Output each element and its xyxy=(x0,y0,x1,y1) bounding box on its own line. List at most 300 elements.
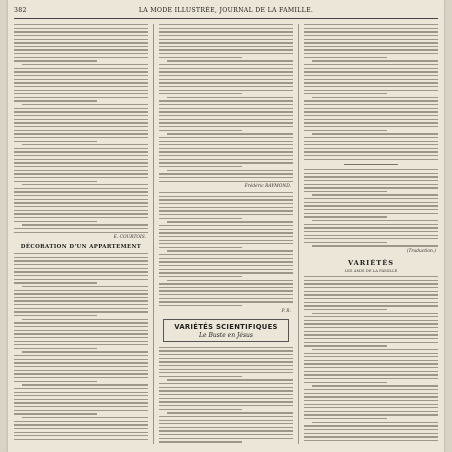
text-line xyxy=(159,100,293,101)
text-line xyxy=(14,253,148,254)
text-line xyxy=(14,341,148,342)
text-line xyxy=(304,342,438,343)
text-line xyxy=(304,227,438,228)
text-line xyxy=(304,111,438,112)
newspaper-page xyxy=(8,0,444,452)
text-line xyxy=(14,151,148,152)
text-line xyxy=(304,57,387,58)
article-signature: (Traduction.) xyxy=(406,249,436,255)
text-line xyxy=(159,31,293,32)
text-line xyxy=(159,240,293,241)
text-line xyxy=(304,302,438,303)
text-line xyxy=(159,243,293,244)
text-line xyxy=(159,199,293,200)
text-line xyxy=(159,64,293,65)
text-line xyxy=(304,187,438,188)
text-line xyxy=(304,283,438,284)
text-line xyxy=(304,28,438,29)
text-line xyxy=(14,355,148,356)
text-line xyxy=(312,133,438,134)
text-line xyxy=(159,42,293,43)
text-line xyxy=(22,286,148,287)
page-number: 382 xyxy=(14,7,27,14)
text-line xyxy=(159,214,293,215)
text-line xyxy=(167,379,293,380)
text-line xyxy=(14,53,148,54)
text-line xyxy=(14,42,148,43)
text-line xyxy=(304,75,438,76)
text-line xyxy=(159,438,293,439)
text-line xyxy=(304,64,438,65)
text-line xyxy=(159,122,293,123)
text-line xyxy=(304,93,387,94)
text-line xyxy=(304,320,438,321)
text-line xyxy=(304,411,438,412)
article-signature: E. COURTOIS. xyxy=(113,235,146,241)
text-line xyxy=(22,144,148,145)
text-line xyxy=(159,141,293,142)
text-line xyxy=(14,366,148,367)
text-line xyxy=(304,216,387,217)
text-line xyxy=(14,300,148,301)
text-line xyxy=(304,79,438,80)
section-heading: DÉCORATION D'UN APPARTEMENT xyxy=(20,244,142,251)
text-line xyxy=(14,228,148,229)
text-line xyxy=(159,24,293,25)
text-line xyxy=(14,304,148,305)
text-line xyxy=(304,356,438,357)
text-line xyxy=(14,126,148,127)
text-line xyxy=(159,283,293,284)
box-title: VARIÉTÉS SCIENTIFIQUES xyxy=(174,322,278,331)
text-line xyxy=(304,414,438,415)
text-line xyxy=(304,280,438,281)
text-line xyxy=(14,177,148,178)
text-line xyxy=(14,370,148,371)
text-line xyxy=(159,49,293,50)
text-line xyxy=(159,229,293,230)
text-line xyxy=(14,79,148,80)
text-line xyxy=(304,429,438,430)
text-line xyxy=(312,422,438,423)
text-line xyxy=(304,363,438,364)
text-line xyxy=(14,195,148,196)
text-line xyxy=(14,60,97,61)
section-subheading: LES AMIS DE LA FAMILLE xyxy=(344,268,398,274)
text-line xyxy=(159,119,293,120)
text-line xyxy=(14,424,148,425)
text-line xyxy=(14,333,148,334)
text-line xyxy=(304,238,438,239)
text-line xyxy=(159,75,293,76)
text-line xyxy=(14,264,148,265)
text-line xyxy=(159,430,293,431)
text-line xyxy=(22,64,148,65)
text-line xyxy=(304,68,438,69)
text-line xyxy=(14,410,148,411)
text-line xyxy=(159,365,293,366)
text-line xyxy=(312,385,438,386)
text-line xyxy=(14,166,148,167)
text-line xyxy=(167,97,293,98)
text-line xyxy=(14,413,97,414)
text-line xyxy=(304,224,438,225)
column-right xyxy=(304,24,438,444)
text-line xyxy=(159,53,293,54)
text-line xyxy=(159,287,293,288)
text-line xyxy=(159,130,242,131)
text-line xyxy=(14,119,148,120)
text-line xyxy=(304,176,438,177)
text-line xyxy=(304,396,438,397)
text-line xyxy=(14,162,148,163)
text-line xyxy=(159,225,293,226)
text-line xyxy=(14,402,148,403)
text-line xyxy=(304,235,438,236)
column-middle xyxy=(159,24,293,444)
text-line xyxy=(159,276,242,277)
text-line xyxy=(14,191,148,192)
text-line xyxy=(159,210,293,211)
text-line xyxy=(14,130,148,131)
text-line xyxy=(159,35,293,36)
text-line xyxy=(304,49,438,50)
text-line xyxy=(159,218,242,219)
text-line xyxy=(14,188,148,189)
text-line xyxy=(22,184,148,185)
body-text-block xyxy=(14,253,148,440)
text-line xyxy=(159,361,293,362)
text-line xyxy=(22,351,148,352)
text-line xyxy=(159,383,293,384)
body-text-block xyxy=(304,169,438,247)
text-line xyxy=(167,250,293,251)
text-line xyxy=(159,261,293,262)
text-line xyxy=(167,170,293,171)
text-line xyxy=(304,53,438,54)
text-line xyxy=(14,24,148,25)
text-line xyxy=(159,247,242,248)
text-line xyxy=(159,254,293,255)
text-line xyxy=(304,35,438,36)
text-line xyxy=(159,115,293,116)
text-line xyxy=(312,245,438,246)
text-line xyxy=(14,373,148,374)
text-line xyxy=(159,354,293,355)
text-line xyxy=(304,151,438,152)
text-line xyxy=(14,275,148,276)
text-line xyxy=(304,334,438,335)
text-line xyxy=(14,111,148,112)
text-line xyxy=(14,86,148,87)
text-line xyxy=(14,268,148,269)
column-left xyxy=(14,24,148,444)
text-line xyxy=(304,382,387,383)
text-line xyxy=(159,192,293,193)
text-line xyxy=(22,224,148,225)
text-line xyxy=(14,381,97,382)
text-line xyxy=(304,345,387,346)
text-line xyxy=(304,371,438,372)
journal-title: LA MODE ILLUSTRÉE, JOURNAL DE LA FAMILLE. xyxy=(138,7,314,14)
text-line xyxy=(159,93,242,94)
text-line xyxy=(304,90,438,91)
text-line xyxy=(14,435,148,436)
text-line xyxy=(14,206,148,207)
text-line xyxy=(14,57,148,58)
text-line xyxy=(159,90,293,91)
text-line xyxy=(159,104,293,105)
text-line xyxy=(304,42,438,43)
text-line xyxy=(14,362,148,363)
text-line xyxy=(304,137,438,138)
text-line xyxy=(14,297,148,298)
text-line xyxy=(159,305,242,306)
text-line xyxy=(14,173,148,174)
body-text-block xyxy=(159,24,293,182)
text-line xyxy=(159,398,293,399)
text-line xyxy=(159,71,293,72)
text-line xyxy=(304,323,438,324)
text-line xyxy=(304,184,438,185)
text-line xyxy=(14,439,148,440)
text-line xyxy=(304,309,387,310)
text-line xyxy=(159,294,293,295)
text-line xyxy=(304,104,438,105)
column-rule-right xyxy=(298,24,299,444)
text-line xyxy=(14,293,148,294)
text-line xyxy=(304,393,438,394)
text-line xyxy=(304,31,438,32)
text-line xyxy=(14,282,97,283)
text-line xyxy=(167,133,293,134)
text-line xyxy=(14,432,148,433)
text-line xyxy=(159,68,293,69)
text-line xyxy=(304,400,438,401)
text-line xyxy=(312,97,438,98)
text-line xyxy=(159,401,293,402)
text-line xyxy=(159,350,293,351)
text-line xyxy=(159,369,293,370)
text-line xyxy=(304,327,438,328)
text-line xyxy=(14,46,148,47)
text-line xyxy=(159,265,293,266)
box-subtitle: Le Buste en Jésus xyxy=(199,331,253,339)
text-line xyxy=(304,173,438,174)
text-line xyxy=(304,291,438,292)
column-rule-left xyxy=(153,24,154,444)
text-line xyxy=(159,126,293,127)
text-line xyxy=(304,39,438,40)
body-text-block xyxy=(304,276,438,444)
text-line xyxy=(304,159,438,160)
text-line xyxy=(14,315,97,316)
body-text-block xyxy=(14,24,148,233)
text-line xyxy=(14,181,97,182)
text-line xyxy=(159,236,293,237)
text-line xyxy=(159,46,293,47)
text-line xyxy=(14,202,148,203)
text-line xyxy=(304,276,438,277)
text-line xyxy=(159,111,293,112)
text-line xyxy=(14,308,148,309)
text-line xyxy=(14,71,148,72)
text-line xyxy=(14,35,148,36)
body-text-block xyxy=(159,347,293,444)
text-line xyxy=(14,90,148,91)
text-line xyxy=(159,347,293,348)
text-line xyxy=(159,144,293,145)
text-line xyxy=(304,148,438,149)
text-line xyxy=(14,232,148,233)
text-line xyxy=(14,148,148,149)
body-text-block xyxy=(304,24,438,160)
text-line xyxy=(159,290,293,291)
text-line xyxy=(304,389,438,390)
text-line xyxy=(14,428,148,429)
text-line xyxy=(304,407,438,408)
text-line xyxy=(14,326,148,327)
text-line xyxy=(304,141,438,142)
text-line xyxy=(304,374,438,375)
text-line xyxy=(159,108,293,109)
text-line xyxy=(304,122,438,123)
text-line xyxy=(159,387,293,388)
text-line xyxy=(304,119,438,120)
text-line xyxy=(159,376,242,377)
text-line xyxy=(14,82,148,83)
text-line xyxy=(167,60,293,61)
text-line xyxy=(304,418,387,419)
text-line xyxy=(304,316,438,317)
text-line xyxy=(14,279,148,280)
text-line xyxy=(14,271,148,272)
text-line xyxy=(14,399,148,400)
text-line xyxy=(159,272,293,273)
text-line xyxy=(304,331,438,332)
text-line xyxy=(159,166,242,167)
text-line xyxy=(14,133,148,134)
text-line xyxy=(22,417,148,418)
text-line xyxy=(159,269,293,270)
text-line xyxy=(159,181,293,182)
text-line xyxy=(159,394,293,395)
text-line xyxy=(14,155,148,156)
text-line xyxy=(304,298,438,299)
text-line xyxy=(14,388,148,389)
text-line xyxy=(159,298,293,299)
section-divider xyxy=(344,164,398,165)
text-line xyxy=(159,358,293,359)
text-line xyxy=(22,384,148,385)
text-line xyxy=(14,100,97,101)
text-line xyxy=(304,126,438,127)
text-line xyxy=(159,82,293,83)
text-line xyxy=(159,39,293,40)
text-line xyxy=(14,322,148,323)
text-line xyxy=(159,148,293,149)
text-line xyxy=(159,162,293,163)
text-line xyxy=(14,93,148,94)
text-line xyxy=(14,344,148,345)
text-line xyxy=(304,144,438,145)
text-line xyxy=(159,28,293,29)
text-line xyxy=(304,130,387,131)
text-line xyxy=(159,155,293,156)
text-line xyxy=(304,82,438,83)
text-line xyxy=(159,57,242,58)
text-line xyxy=(304,338,438,339)
text-line xyxy=(14,141,97,142)
text-line xyxy=(159,416,293,417)
text-line xyxy=(159,427,293,428)
text-line xyxy=(304,180,438,181)
text-line xyxy=(14,257,148,258)
text-line xyxy=(22,104,148,105)
text-line xyxy=(159,203,293,204)
text-line xyxy=(304,86,438,87)
text-line xyxy=(159,390,293,391)
text-line xyxy=(304,433,438,434)
text-line xyxy=(312,60,438,61)
text-line xyxy=(14,348,97,349)
text-line xyxy=(14,377,148,378)
text-line xyxy=(159,173,293,174)
text-line xyxy=(304,305,438,306)
article-signature: P. R. xyxy=(281,308,291,314)
text-line xyxy=(14,395,148,396)
text-line xyxy=(159,196,293,197)
text-line xyxy=(14,290,148,291)
text-line xyxy=(14,213,148,214)
text-line xyxy=(14,137,148,138)
text-line xyxy=(304,440,438,441)
text-line xyxy=(304,425,438,426)
page-header xyxy=(14,6,438,19)
body-text-block xyxy=(159,192,293,306)
text-line xyxy=(304,378,438,379)
text-line xyxy=(304,294,438,295)
text-line xyxy=(14,260,148,261)
text-line xyxy=(14,311,148,312)
text-line xyxy=(14,108,148,109)
text-line xyxy=(304,155,438,156)
section-title-box xyxy=(163,319,289,342)
text-line xyxy=(14,337,148,338)
text-line xyxy=(159,177,293,178)
text-line xyxy=(304,202,438,203)
text-line xyxy=(167,280,293,281)
text-line xyxy=(304,213,438,214)
text-line xyxy=(304,198,438,199)
article-signature: Frédéric RAYMOND. xyxy=(244,184,291,190)
text-line xyxy=(304,108,438,109)
text-line xyxy=(304,242,387,243)
text-line xyxy=(159,405,293,406)
text-line xyxy=(312,313,438,314)
text-line xyxy=(14,122,148,123)
text-line xyxy=(304,100,438,101)
text-line xyxy=(159,159,293,160)
text-line xyxy=(304,404,438,405)
text-line xyxy=(14,210,148,211)
text-line xyxy=(159,409,242,410)
text-line xyxy=(14,217,148,218)
text-line xyxy=(14,49,148,50)
section-heading: VARIÉTÉS xyxy=(347,259,394,268)
text-line xyxy=(14,97,148,98)
text-line xyxy=(14,406,148,407)
